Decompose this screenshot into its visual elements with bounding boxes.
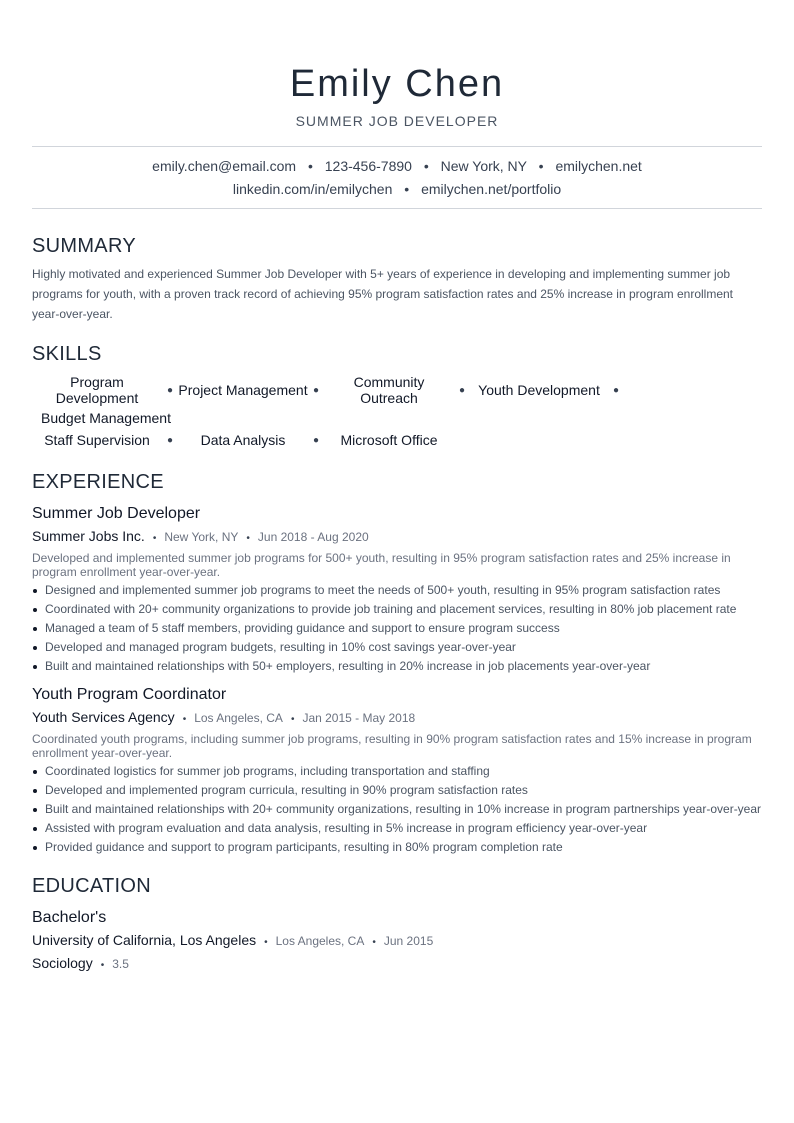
education-heading: EDUCATION [32, 875, 151, 897]
resume-header [32, 0, 762, 130]
job-entry [32, 685, 762, 854]
skill-item: Project Management [178, 382, 308, 398]
skill-item: Budget Management [41, 410, 171, 426]
summary-section [32, 234, 762, 324]
list-item: Built and maintained relationships with 20+ community organizations, resulting in 10% increase in program partnerships year-over-year [32, 802, 762, 816]
education-entry [32, 908, 762, 975]
job-dates: Jun 2018 - Aug 2020 [257, 530, 369, 544]
contact-info [32, 147, 762, 208]
job-title: Youth Program Coordinator [32, 686, 227, 703]
divider [32, 208, 762, 209]
summary-heading: SUMMARY [32, 235, 136, 257]
skills-row-1 [32, 372, 762, 428]
list-item: Coordinated logistics for summer job programs, including transportation and staffing [32, 764, 762, 778]
experience-heading: EXPERIENCE [32, 471, 164, 493]
linkedin-link[interactable]: linkedin.com/in/emilychen [232, 181, 393, 197]
list-item: Developed and implemented program curricula, resulting in 90% program satisfaction rates [32, 783, 762, 797]
skills-row-2 [32, 430, 762, 450]
separator: ● [312, 384, 320, 396]
company-name: Summer Jobs Inc. [32, 528, 145, 544]
skill-item: Staff Supervision [44, 432, 150, 448]
education-section [32, 874, 762, 975]
separator: ● [166, 434, 174, 446]
skills-heading: SKILLS [32, 343, 102, 365]
contact-line-1 [32, 155, 762, 178]
website-link[interactable]: emilychen.net [555, 158, 642, 174]
resume-page [32, 0, 762, 975]
separator: ● [458, 384, 466, 396]
graduation-date: Jun 2015 [383, 934, 434, 948]
separator: • [372, 937, 376, 948]
company-name: Youth Services Agency [32, 709, 175, 725]
list-item: Provided guidance and support to program participants, resulting in 80% program completion rate [32, 840, 762, 854]
job-meta [32, 708, 762, 729]
skill-item: Program Development [55, 374, 139, 406]
school-location: Los Angeles, CA [275, 934, 365, 948]
list-item: Designed and implemented summer job programs to meet the needs of 500+ youth, resulting in 95% program satisfaction rates [32, 583, 762, 597]
job-title: Summer Job Developer [32, 505, 201, 522]
portfolio-link[interactable]: emilychen.net/portfolio [421, 181, 562, 197]
phone-number[interactable]: 123-456-7890 [324, 158, 412, 174]
contact-line-2 [32, 178, 762, 201]
separator: • [538, 158, 544, 174]
separator: • [264, 937, 268, 948]
major-meta [32, 954, 762, 975]
separator: ● [312, 434, 320, 446]
separator: ● [612, 384, 620, 396]
separator: • [404, 181, 410, 197]
job-dates: Jan 2015 - May 2018 [302, 711, 416, 725]
job-meta [32, 527, 762, 548]
separator: ● [166, 384, 174, 396]
degree: Bachelor's [32, 909, 107, 926]
separator: • [307, 158, 313, 174]
skills-section [32, 342, 762, 450]
gpa: 3.5 [112, 957, 129, 971]
skill-item: Microsoft Office [340, 432, 438, 448]
list-item: Assisted with program evaluation and data analysis, resulting in 5% increase in program efficiency year-over-year [32, 821, 762, 835]
separator: • [290, 714, 295, 725]
list-item: Developed and managed program budgets, resulting in 10% cost savings year-over-year [32, 640, 762, 654]
experience-section [32, 470, 762, 854]
separator: • [100, 960, 105, 971]
list-item: Coordinated with 20+ community organizations to provide job training and placement services, resulting in 80% job placement rate [32, 602, 762, 616]
job-description: Developed and implemented summer job programs for 500+ youth, resulting in 95% program satisfaction rates and 25% increase in program enrollment year-over-year. [32, 551, 731, 579]
candidate-title: SUMMER JOB DEVELOPER [295, 113, 499, 129]
separator: • [152, 533, 157, 544]
email-link[interactable]: emily.chen@email.com [152, 158, 297, 174]
school-name: University of California, Los Angeles [32, 932, 257, 948]
list-item: Built and maintained relationships with 50+ employers, resulting in 20% increase in job placements year-over-year [32, 659, 762, 673]
summary-text: Highly motivated and experienced Summer Job Developer with 5+ years of experience in developing and implementing summer job programs for youth, with a proven track record of achieving 95% program satisfaction rates and 25% increase in program enrollment year-over-year. [32, 267, 734, 321]
job-location: New York, NY [164, 530, 239, 544]
job-bullets [32, 583, 762, 673]
job-description: Coordinated youth programs, including summer job programs, resulting in 90% program satisfaction rates and 15% increase in program enrollment year-over-year. [32, 732, 752, 760]
location: New York, NY [440, 158, 527, 174]
job-entry [32, 504, 762, 673]
separator: • [246, 533, 250, 544]
candidate-name: Emily Chen [289, 63, 505, 105]
skill-item: Youth Development [478, 382, 600, 398]
job-bullets [32, 764, 762, 854]
list-item: Managed a team of 5 staff members, providing guidance and support to ensure program success [32, 621, 762, 635]
major: Sociology [32, 955, 93, 971]
separator: • [182, 714, 187, 725]
education-meta [32, 931, 762, 952]
job-location: Los Angeles, CA [194, 711, 283, 725]
skill-item: Community Outreach [353, 374, 425, 406]
skill-item: Data Analysis [200, 432, 286, 448]
separator: • [423, 158, 429, 174]
